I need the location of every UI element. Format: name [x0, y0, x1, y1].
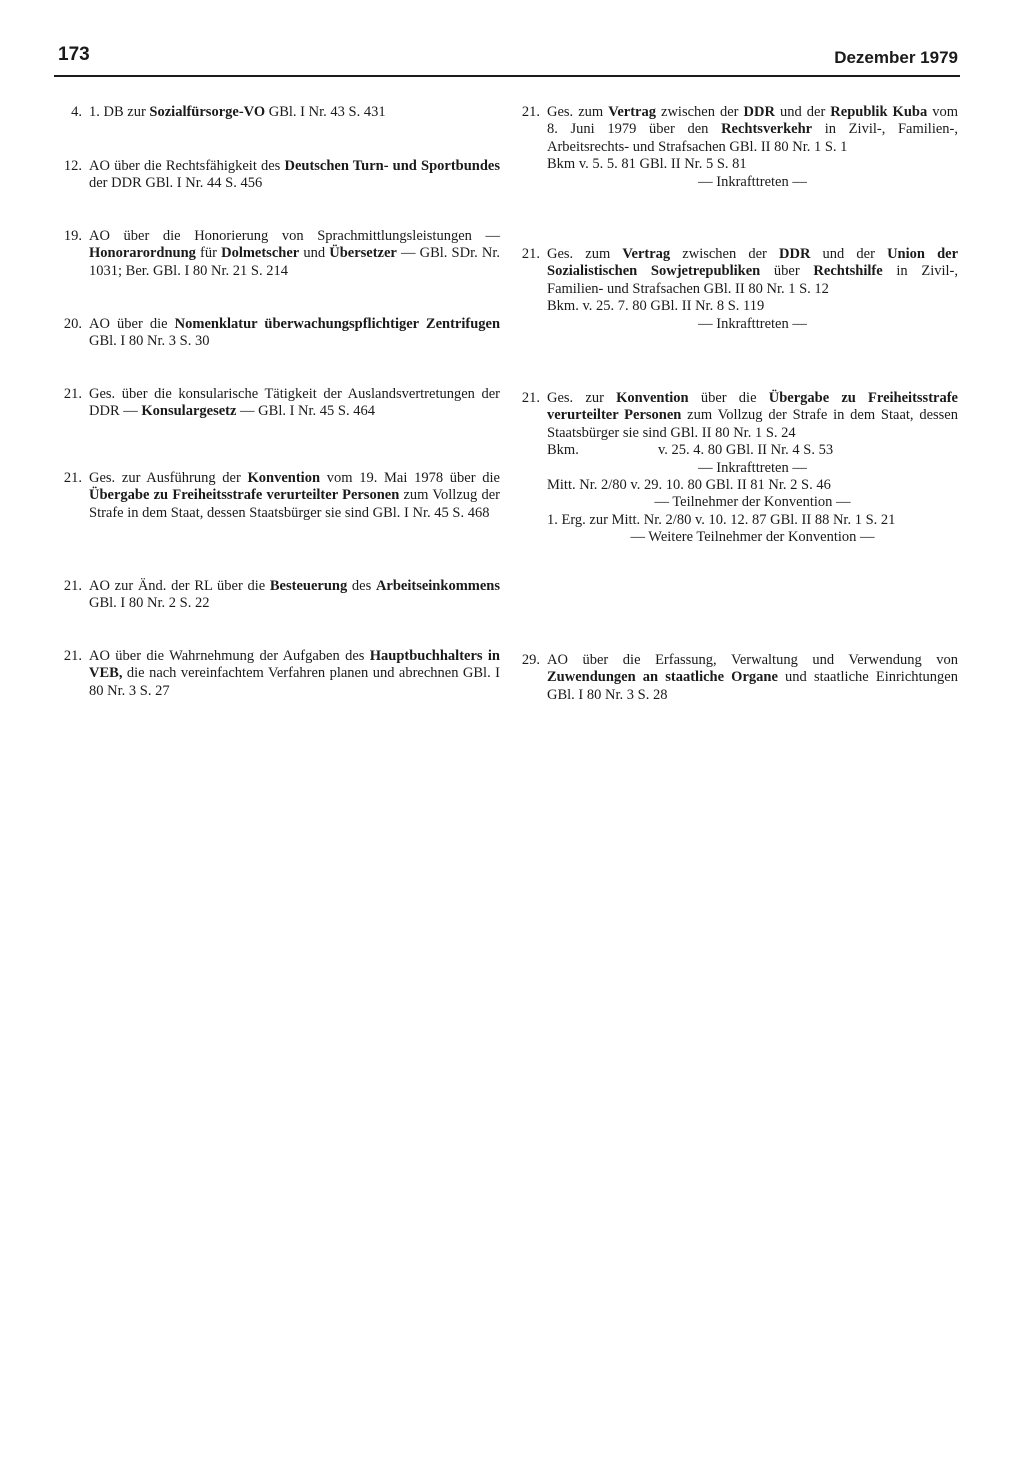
entry-bold: Zuwendungen an staatliche Organe [547, 669, 778, 686]
announcement-ref: v. 25. 4. 80 GBl. II Nr. 4 S. 53 [658, 442, 834, 459]
entry-bold: Vertrag [608, 104, 656, 120]
entry-text: AO über die Wahrnehmung der Aufgaben des [89, 648, 370, 664]
entry-text: für [195, 245, 222, 262]
entry-day: 21. [63, 578, 82, 594]
entry-bold: Konsulargesetz [141, 403, 237, 420]
entry-text: über die [688, 390, 769, 406]
entry-text: AO über die Erfassung, Verwaltung und Verwendung von [547, 652, 958, 668]
entry-citation: zum Vollzug der Strafe in dem Staat, dessen Staatsbürger sie sind GBl. I Nr. 45 S. 468 [89, 487, 500, 521]
entry-bold: Honorarordnung [89, 245, 196, 262]
entry-day: 12. [63, 158, 82, 174]
entry-day: 4. [71, 104, 82, 120]
entry-bold: Nomenklatur überwachungspflichtiger Zentrifugen [174, 316, 501, 332]
entry-bold: Besteuerung [269, 578, 348, 594]
announcement-line: 1. Erg. zur Mitt. Nr. 2/80 v. 10. 12. 87 GBl. II 88 Nr. 1 S. 21 [547, 511, 896, 528]
entry-bold: Dolmetscher [221, 245, 300, 262]
entry-day: 21. [521, 246, 540, 262]
entry-text: 1. DB zur [89, 104, 150, 120]
entry-bold: DDR [779, 246, 811, 262]
entry [54, 386, 500, 421]
entry-day: 20. [63, 316, 82, 332]
entry [512, 246, 958, 333]
entry-text: des [347, 578, 376, 594]
entry-day: 21. [521, 390, 540, 406]
entry-bold: Übergabe zu Freiheitsstrafe verurteilter Personen [89, 487, 400, 504]
entry-day: 21. [63, 386, 82, 402]
entry-text: AO zur Änd. der RL über die [89, 578, 270, 594]
entry [54, 316, 500, 351]
entry-day: 21. [521, 104, 540, 120]
entry [54, 228, 500, 280]
entry-text: und [299, 245, 330, 262]
entry [54, 470, 500, 522]
status-note: — Teilnehmer der Konvention — [654, 494, 851, 511]
announcement-label: Bkm. [547, 442, 579, 459]
entry-text: Ges. über die konsularische Tätigkeit der Auslandsvertretungen der DDR — [89, 386, 500, 420]
entry-bold: Arbeitseinkommens [375, 578, 500, 594]
page-number: 173 [58, 44, 90, 65]
page-date: Dezember 1979 [834, 48, 958, 67]
entry-citation: GBl. I Nr. 43 S. 431 [265, 104, 386, 120]
entry-bold: Vertrag [622, 246, 671, 262]
entry-day: 21. [63, 648, 82, 664]
entry-text: vom 8. Juni 1979 über den [547, 104, 959, 138]
entry [54, 578, 500, 613]
entry-text: AO über die Honorierung von Sprachmittlungsleistungen — [89, 228, 500, 244]
entry-bold: Deutschen Turn- und Sportbundes [284, 158, 500, 174]
entry-day: 19. [63, 228, 82, 244]
entry-bold: Übergabe zu Freiheitsstrafe verurteilter Personen [547, 390, 958, 424]
entry-citation: GBl. I 80 Nr. 2 S. 22 [89, 595, 210, 612]
entry [512, 652, 958, 704]
entry-text: AO über die [89, 316, 175, 332]
entry-bold: DDR [743, 104, 775, 120]
entry-text: zwischen der [655, 104, 744, 120]
entry-citation: der DDR GBl. I Nr. 44 S. 456 [89, 175, 263, 192]
entry-text: zwischen der [670, 246, 780, 262]
entry-citation: zum Vollzug der Strafe in dem Staat, dessen Staatsbürger sie sind GBl. II 80 Nr. 1 S. 24 [547, 407, 958, 441]
entry-bold: Konvention [616, 390, 689, 406]
entry-citation: in Zivil-, Familien- und Strafsachen GBl. II 80 Nr. 1 S. 12 [547, 263, 958, 297]
announcement-line: Mitt. Nr. 2/80 v. 29. 10. 80 GBl. II 81 Nr. 2 S. 46 [547, 477, 831, 494]
entry [54, 648, 500, 700]
entry [512, 104, 958, 191]
entry-text: über [760, 263, 814, 280]
announcement-line: Bkm v. 5. 5. 81 GBl. II Nr. 5 S. 81 [547, 156, 747, 173]
entry-text: Ges. zur [547, 390, 617, 406]
entry [512, 390, 958, 547]
status-note: — Inkrafttreten — [698, 173, 807, 190]
entry-bold: Übersetzer [329, 245, 397, 262]
entry-bold: Rechtsverkehr [721, 121, 813, 138]
entry [54, 104, 500, 121]
entry-citation: GBl. I 80 Nr. 3 S. 30 [89, 333, 210, 350]
announcement-line: Bkm. v. 25. 7. 80 GBl. II Nr. 8 S. 119 [547, 298, 765, 315]
entry-citation: — GBl. SDr. Nr. 1031; Ber. GBl. I 80 Nr. 21 S. 214 [89, 245, 500, 279]
entry-text: AO über die Rechtsfähigkeit des [89, 158, 285, 174]
entry-text: Ges. zum [547, 246, 623, 262]
entry-text: und der [774, 104, 831, 120]
entry-citation: — GBl. I Nr. 45 S. 464 [236, 403, 375, 420]
header-rule [54, 75, 960, 77]
entry-text: Ges. zum [547, 104, 609, 120]
entry-citation: und staatliche Einrichtungen GBl. I 80 Nr. 3 S. 28 [547, 669, 958, 703]
status-note: — Weitere Teilnehmer der Konvention — [630, 529, 875, 546]
entry-bold: Konvention [247, 470, 321, 486]
entry-text: Ges. zur Ausführung der [89, 470, 248, 486]
entry-bold: Sozialfürsorge-VO [149, 104, 266, 120]
entry-citation: in Zivil-, Familien-, Arbeitsrechts- und Strafsachen GBl. II 80 Nr. 1 S. 1 [547, 121, 958, 155]
entry [54, 158, 500, 193]
entry-day: 21. [63, 470, 82, 486]
entry-bold: Union der Sozialistischen Sowjetrepubliken [547, 246, 959, 280]
entry-day: 29. [521, 652, 540, 668]
entry-text: vom 19. Mai 1978 über die [320, 470, 500, 486]
entry-bold: Hauptbuchhalters in VEB, [89, 648, 500, 682]
entry-bold: Republik Kuba [830, 104, 928, 120]
entry-citation: die nach vereinfachtem Verfahren planen und abrechnen GBl. I 80 Nr. 3 S. 27 [89, 665, 500, 699]
status-note: — Inkrafttreten — [698, 315, 807, 332]
status-note: — Inkrafttreten — [698, 459, 807, 476]
entry-bold: Rechtshilfe [813, 263, 883, 280]
entry-text: und der [810, 246, 888, 262]
